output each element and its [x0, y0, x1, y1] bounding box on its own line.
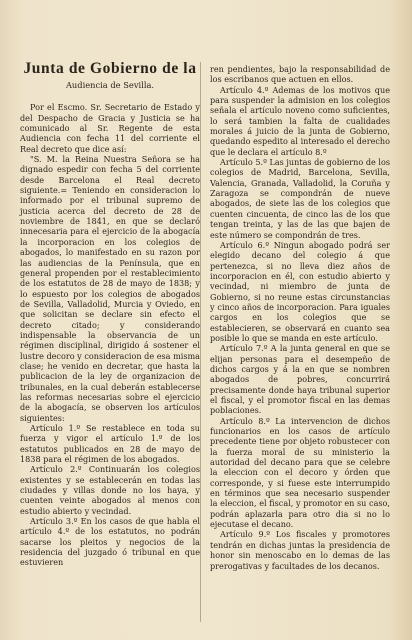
paragraph: Artículo 6.º Ningun abogado podrá ser elegido decano del colegio á que pertenezca, si no lleva diez años de incorporacion en él, con estudio abierto y vecindad, ni miembro de junta de Gobierno, si no reune estas circunstancias y cinco años de incorporacion. Para iguales cargos en los colegios que se establecieren, se observará en cuanto sea posible lo que se manda en este artículo. [210, 239, 390, 343]
document-subtitle: Audiencia de Sevilla. [65, 80, 155, 90]
column-divider [200, 62, 201, 622]
paragraph: Artículo 3.º En los casos de que habla el artículo 4.º de los estatutos, no podrán sacarse los pleitos y negocios de la residencia del juzgado ó tribunal en que estuvieren [20, 516, 200, 568]
paragraph: ren pendientes, bajo la responsabilidad de los escribanos que actuen en ellos. [210, 64, 390, 85]
paragraph: "S. M. la Reina Nuestra Señora se ha dignado espedir con fecha 5 del corriente desde Barcelona el Real decreto siguiente.= Teniendo en consideracion lo informado por el tribunal supremo de justicia acerca del decreto de 28 de noviembre de 1841, en que se declaró innecesaria para el ejercicio de la abogacía la incorporacion en los colegios de abogados, lo manifestado en su razon por las audiencias de la Península, que en general propenden por el restablecimiento de los estatutos de 28 de mayo de 1838; y lo espuesto por los colegios de abogados de Sevilla, Valladolid, Murcia y Oviedo, en que solicitan se declare sin efecto el decreto citado; y considerando indispensable la observancia de un régimen disciplinal, dirigido á sostener el lustre decoro y consideracion de esa misma clase; he venido en decretar, que hasta la publicacion de la ley de organizacion de tribunales, en la cual deberán establecerse las reformas necesarias sobre el ejercicio de la abogacía, se observen los artículos siguientes: [20, 154, 200, 423]
paragraph: Artículo 4.º Ademas de los motivos que para suspender la admision en los colegios señala el artículo noveno como suficientes, lo será tambien la falta de cualidades morales á juicio de la junta de Gobierno, quedando espedito al interesado el derecho que le declara el artículo 8.º [210, 84, 390, 157]
left-column [20, 60, 200, 568]
right-column [210, 64, 390, 571]
paragraph: Artículo 8.º La intervencion de dichos funcionarios en los casos de artículo precedente tiene por objeto robustecer con la fuerza moral de su ministerio la autoridad del decano para que se celebre la eleccion con el decoro y órden que corresponde, y si fuese este interrumpido en términos que sea necesario suspender la eleccion, el fiscal, y promotor en su caso, podrán aplazarla para otro dia si no lo ejecutase el decano. [210, 415, 390, 530]
paragraph: Artículo 9.º Los fiscales y promotores tendrán en dichas juntas la presidencia de honor sin menoscabo en lo demas de las prerogativas y facultades de los decanos. [210, 529, 390, 571]
paragraph: Artículo 7.º A la junta general en que se elijan personas para el desempeño de dichos cargos y á la en que se nombren abogados de pobres, concurrirá precisamente donde haya tribunal superior el fiscal, y el promotor fiscal en las demas poblaciones. [210, 343, 390, 416]
paragraph: Artículo 2.º Continuarán los colegios existentes y se establecerán en todas las ciudades y villas donde no los haya, y cuenten veinte abogados al menos con estudio abierto y vecindad. [20, 464, 200, 516]
paragraph: Artículo 5.º Las juntas de gobierno de los colegios de Madrid, Barcelona, Sevilla, Valencia, Granada, Valladolid, la Coruña y Zaragoza se compondrán de nueve abogados, de siete las de los colegios que cuenten cincuenta, de cinco las de los que tengan treinta, y las de las que bajen de este número se compondrán de tres. [210, 157, 390, 240]
paragraph: Artículo 1.º Se restablece en toda su fuerza y vigor el artículo 1.º de los estatutos publicados en 28 de mayo de 1838 para el régimen de los abogados. [20, 423, 200, 465]
document-title: Junta de Gobierno de la [23, 60, 197, 77]
paragraph: Por el Escmo. Sr. Secretario de Estado y del Despacho de Gracia y Justicia se ha comunicado al Sr. Regente de esta Audiencia con fecha 11 del corriente el Real decreto que dice así: [20, 102, 200, 154]
